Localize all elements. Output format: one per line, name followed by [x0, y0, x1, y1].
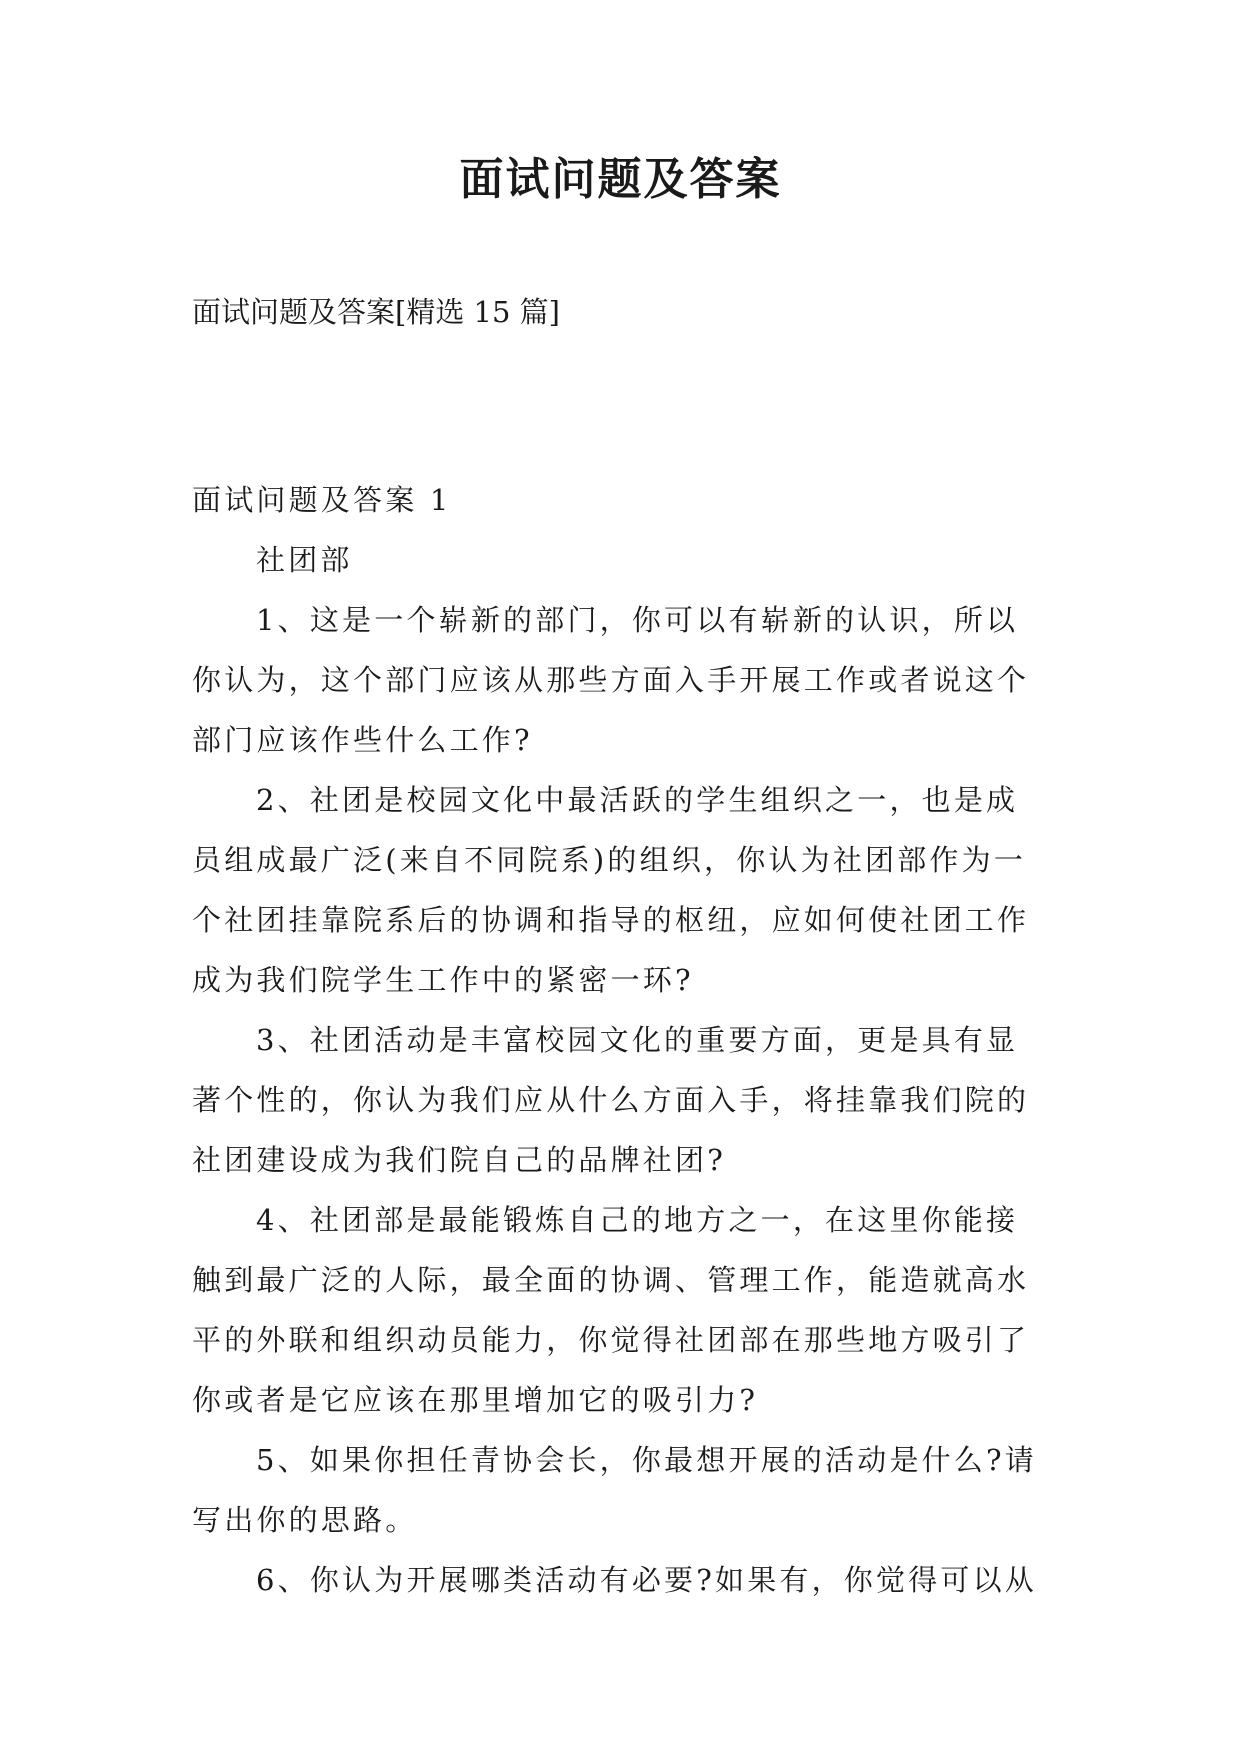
question-5-line-1: 5、如果你担任青协会长，你最想开展的活动是什么?请 [256, 1443, 1037, 1477]
question-2 [192, 770, 1052, 1010]
question-3-line-3: 社团建设成为我们院自己的品牌社团? [192, 1143, 726, 1177]
document-subtitle: 面试问题及答案[精选 15 篇] [192, 295, 560, 329]
question-4 [192, 1190, 1052, 1430]
question-6-line-1: 6、你认为开展哪类活动有必要?如果有，你觉得可以从 [256, 1563, 1037, 1597]
department-label: 社团部 [256, 543, 353, 577]
question-4-line-2: 触到最广泛的人际，最全面的协调、管理工作，能造就高水 [192, 1263, 1030, 1297]
question-2-line-1: 2、社团是校园文化中最活跃的学生组织之一，也是成 [256, 783, 1019, 817]
question-1-line-3: 部门应该作些什么工作? [192, 723, 533, 757]
question-1 [192, 590, 1052, 770]
question-5 [192, 1430, 1052, 1550]
document-body [192, 470, 1052, 1610]
section-heading: 面试问题及答案 1 [192, 483, 452, 517]
question-5-line-2: 写出你的思路。 [192, 1503, 418, 1537]
question-4-line-4: 你或者是它应该在那里增加它的吸引力? [192, 1383, 759, 1417]
question-1-line-2: 你认为，这个部门应该从那些方面入手开展工作或者说这个 [192, 663, 1030, 697]
question-3-line-2: 著个性的，你认为我们应从什么方面入手，将挂靠我们院的 [192, 1083, 1030, 1117]
question-1-line-1: 1、这是一个崭新的部门，你可以有崭新的认识，所以 [256, 603, 1019, 637]
question-4-line-3: 平的外联和组织动员能力，你觉得社团部在那些地方吸引了 [192, 1323, 1030, 1357]
question-3 [192, 1010, 1052, 1190]
question-2-line-2: 员组成最广泛(来自不同院系)的组织，你认为社团部作为一 [192, 843, 1027, 877]
document-title: 面试问题及答案 [459, 154, 782, 205]
question-2-line-3: 个社团挂靠院系后的协调和指导的枢纽，应如何使社团工作 [192, 903, 1030, 937]
question-2-line-4: 成为我们院学生工作中的紧密一环? [192, 963, 694, 997]
question-6 [192, 1550, 1052, 1610]
question-4-line-1: 4、社团部是最能锻炼自己的地方之一，在这里你能接 [256, 1203, 1019, 1237]
question-3-line-1: 3、社团活动是丰富校园文化的重要方面，更是具有显 [256, 1023, 1019, 1057]
